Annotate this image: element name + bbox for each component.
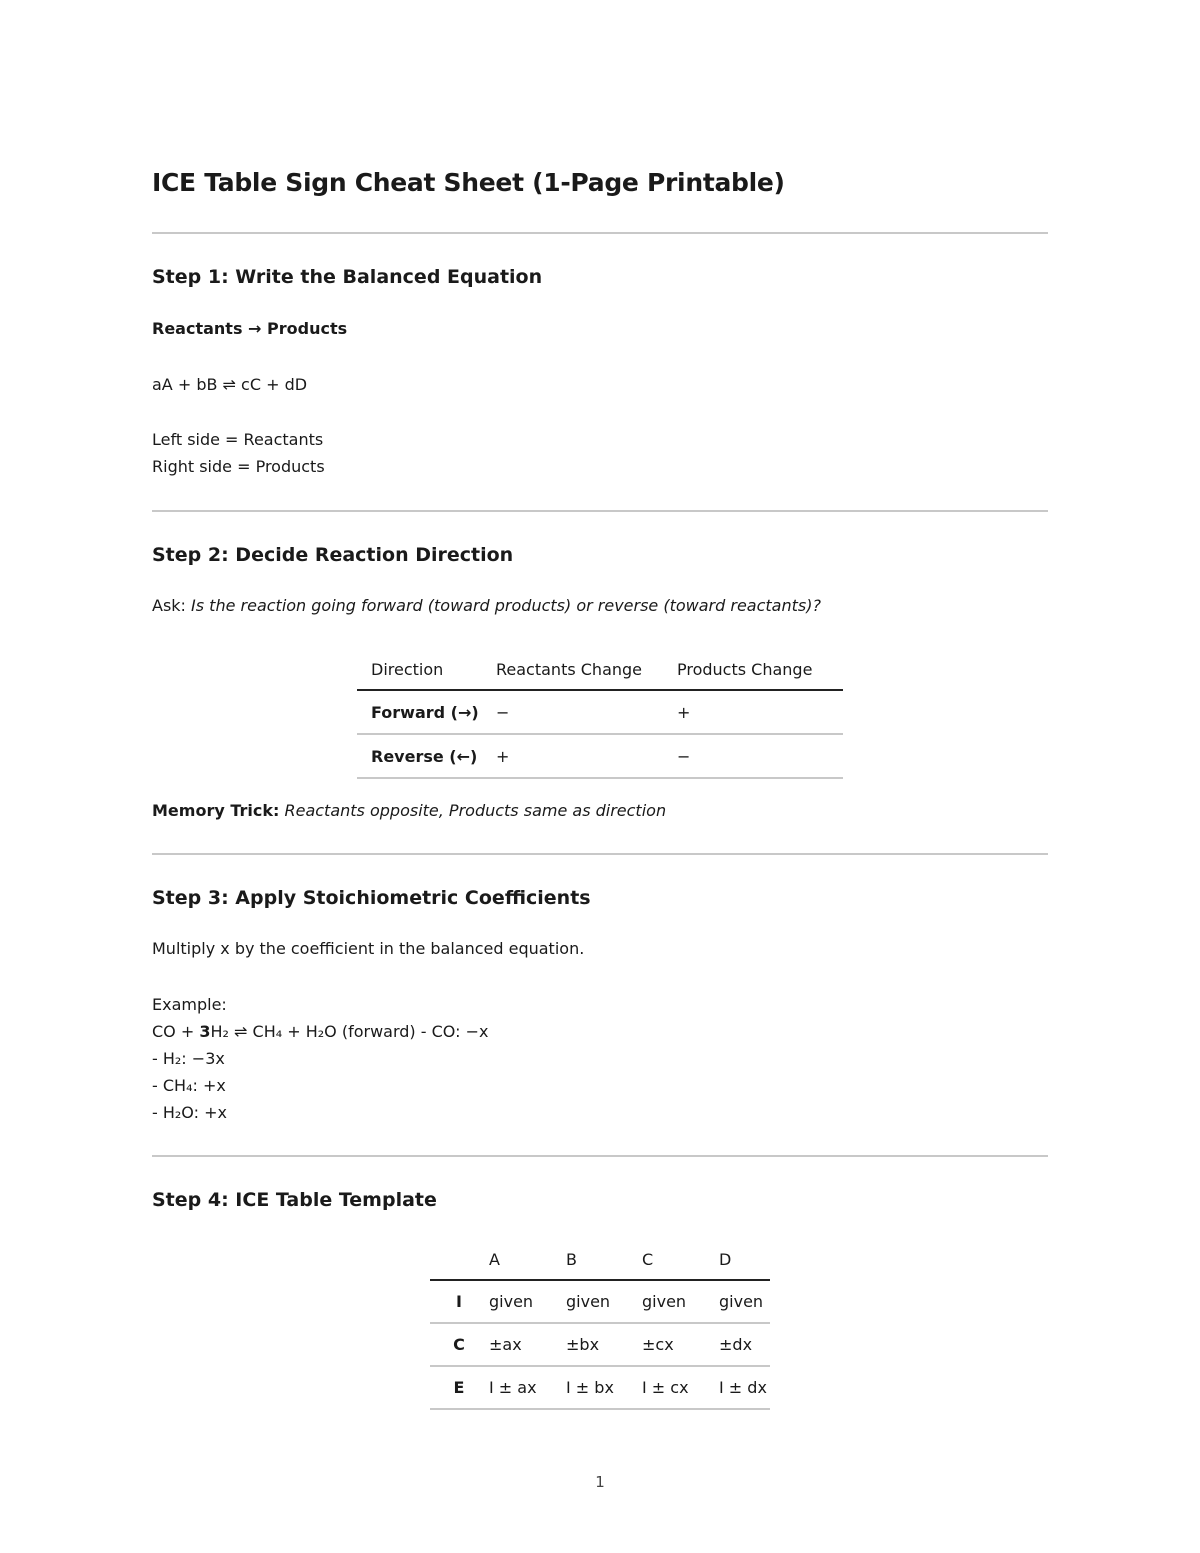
table-cell: I ± cx	[641, 1366, 718, 1409]
page-number: 1	[595, 1473, 605, 1491]
step2-ask	[152, 596, 821, 615]
table-row	[430, 1323, 770, 1366]
table-cell: I ± bx	[565, 1366, 641, 1409]
step3-example-label: Example:	[152, 995, 227, 1014]
page-title: ICE Table Sign Cheat Sheet (1-Page Printable)	[152, 168, 785, 197]
step4-heading: Step 4: ICE Table Template	[152, 1189, 437, 1211]
eq-part: H₂	[210, 1022, 229, 1041]
table-header-cell: Direction	[357, 650, 495, 690]
table-header-cell	[430, 1240, 488, 1280]
table-cell: ±cx	[641, 1323, 718, 1366]
divider	[152, 853, 1048, 855]
table-header-cell: B	[565, 1240, 641, 1280]
direction-table	[357, 650, 843, 779]
memory-trick	[152, 801, 666, 820]
table-row	[430, 1280, 770, 1323]
table-row	[430, 1366, 770, 1409]
step3-intro: Multiply x by the coefficient in the balanced equation.	[152, 939, 585, 958]
table-cell: ±ax	[488, 1323, 565, 1366]
table-row	[357, 734, 843, 778]
table-cell: ±bx	[565, 1323, 641, 1366]
divider	[152, 232, 1048, 234]
table-header-cell: Reactants Change	[495, 650, 676, 690]
table-cell: given	[565, 1280, 641, 1323]
table-header-cell: C	[641, 1240, 718, 1280]
table-row	[357, 690, 843, 734]
step3-example-equation	[152, 1022, 488, 1041]
table-cell: I ± dx	[718, 1366, 770, 1409]
table-header-cell: Products Change	[676, 650, 843, 690]
step3-line-ch4: - CH₄: +x	[152, 1076, 226, 1095]
table-header-cell: A	[488, 1240, 565, 1280]
table-cell: ±dx	[718, 1323, 770, 1366]
divider	[152, 510, 1048, 512]
memory-trick-text: Reactants opposite, Products same as direction	[284, 801, 667, 820]
eq-coefficient: 3	[199, 1022, 211, 1041]
divider	[152, 1155, 1048, 1157]
ice-table	[430, 1240, 770, 1410]
step3-line-h2o: - H₂O: +x	[152, 1103, 227, 1122]
step3-heading: Step 3: Apply Stoichiometric Coefficients	[152, 887, 591, 909]
table-cell: Forward (→)	[357, 690, 495, 734]
step1-heading: Step 1: Write the Balanced Equation	[152, 266, 543, 288]
ask-question: Is the reaction going forward (toward products) or reverse (toward reactants)?	[191, 596, 821, 615]
table-cell: I ± ax	[488, 1366, 565, 1409]
memory-trick-label: Memory Trick:	[152, 801, 280, 820]
table-header-cell: D	[718, 1240, 770, 1280]
table-cell: given	[641, 1280, 718, 1323]
row-label: I	[430, 1280, 488, 1323]
table-cell: given	[718, 1280, 770, 1323]
ask-label: Ask:	[152, 596, 186, 615]
step3-line-h2: - H₂: −3x	[152, 1049, 225, 1068]
eq-part: ⇌ CH₄ + H₂O (forward) - CO: −x	[228, 1022, 489, 1041]
step1-equation: aA + bB ⇌ cC + dD	[152, 375, 308, 394]
table-cell: +	[676, 690, 843, 734]
table-cell: given	[488, 1280, 565, 1323]
table-cell: +	[495, 734, 676, 778]
table-cell: −	[676, 734, 843, 778]
step1-left-side: Left side = Reactants	[152, 430, 324, 449]
table-cell: −	[495, 690, 676, 734]
row-label: E	[430, 1366, 488, 1409]
eq-part: CO +	[152, 1022, 200, 1041]
step1-right-side: Right side = Products	[152, 457, 325, 476]
row-label: C	[430, 1323, 488, 1366]
table-header-row	[430, 1240, 770, 1280]
table-cell: Reverse (←)	[357, 734, 495, 778]
document-page	[152, 0, 1048, 1553]
step1-subhead: Reactants → Products	[152, 319, 348, 338]
table-header-row	[357, 650, 843, 690]
step2-heading: Step 2: Decide Reaction Direction	[152, 544, 514, 566]
